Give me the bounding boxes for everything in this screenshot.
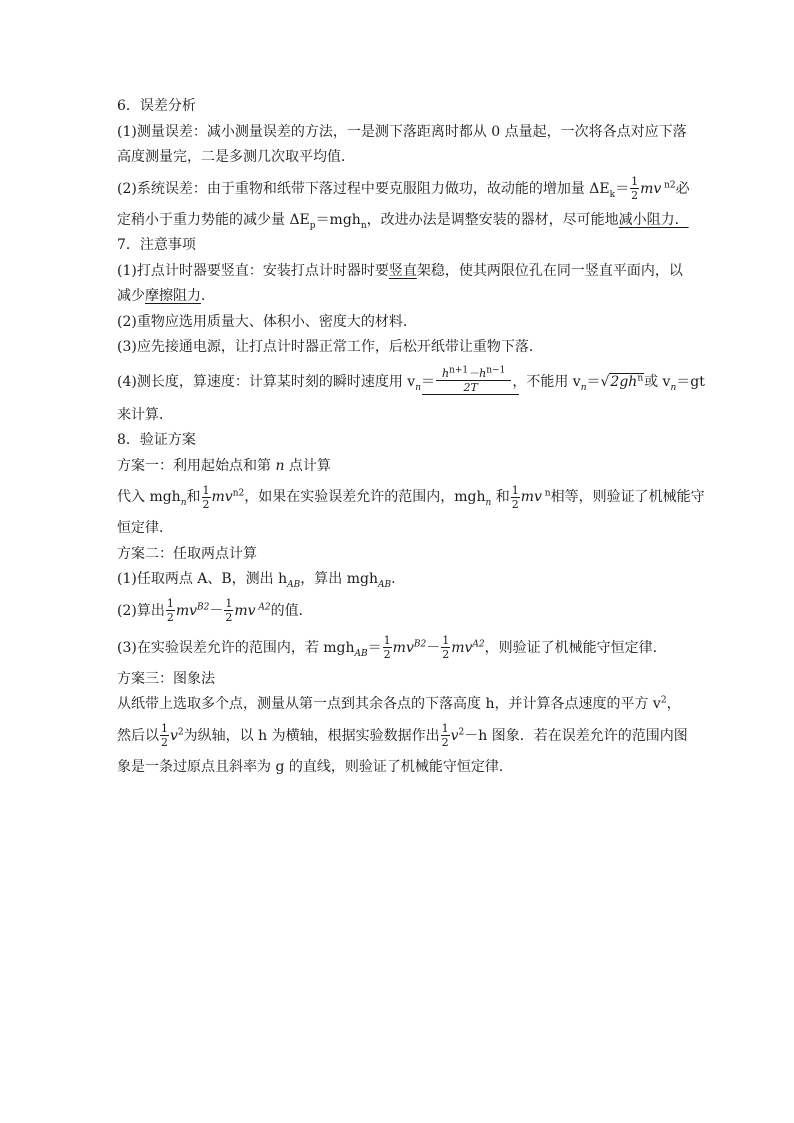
plan-3-line-2 [117,718,688,755]
fraction [166,598,175,623]
text: (4)测长度，算速度：计算某时刻的瞬时速度用 v [117,373,416,390]
math-var: mv [211,489,233,505]
text: 和 [186,489,201,505]
text: (2)算出 [117,602,165,619]
section-6-paragraph-2-line-1 [117,171,690,208]
text: ． [201,288,215,304]
superscript: n−1 [486,365,506,376]
fraction [511,485,520,510]
text: 架稳，使其两限位孔在同一竖直平面内，以 [416,262,683,279]
text: 方案一：利用起始点和第 [117,457,276,474]
section-7-paragraph-3 [117,335,677,361]
subscript: n [180,497,187,508]
fraction-denominator: 2 [225,611,233,624]
section-6-heading [117,94,677,120]
text: 点计算 [284,457,331,474]
math-var: 2gh [610,373,638,390]
document-content [117,94,705,780]
superscript: A2 [255,601,271,612]
fraction [383,635,392,660]
fraction-denominator: 2 [202,497,210,511]
fraction-denominator: 2 [631,189,639,202]
text: ＝ [586,373,601,390]
text: (3)在实验误差允许的范围内，若 mgh [117,639,355,656]
plan-1-line-2 [117,516,677,542]
fraction-numerator [436,365,511,381]
text: －h 图象．若在误差允许的范围内图 [464,727,688,744]
text: － [209,602,224,619]
fraction [224,598,233,623]
text: 方案二：任取两点计算 [117,545,257,562]
text: ＝ [421,373,435,390]
text: 定稍小于重力势能的减少量 ΔE [117,211,310,228]
math-var: v [170,727,178,744]
text: 相等，则验证了机械能守 [550,489,705,505]
velocity-fraction [436,365,511,395]
text: (1)测量误差：减小测量误差的方法，一是测下落距离时都从 0 点量起，一次将各点对应下落 [117,123,687,140]
superscript: n2 [661,179,676,190]
math-var: mv [451,639,473,656]
fraction-denominator: 2 [511,497,519,511]
section-7-paragraph-4-line-1 [117,361,705,403]
text: 象是一条过原点且斜率为 g 的直线，则验证了机械能守恒定律． [117,758,513,775]
underlined-text: 竖直 [388,262,417,279]
fraction-numerator: 1 [631,175,639,188]
text: (2)系统误差：由于重物和纸带下落过程中要克服阻力做功，故动能的增加量 ΔE [117,180,610,197]
text: ＝gt [676,373,705,390]
text: － [426,639,441,656]
fraction [160,723,169,748]
fraction [441,635,450,660]
radicand [609,373,644,390]
math-var: mv [392,639,414,656]
superscript: A2 [472,638,485,649]
underlined-text: 摩擦阻力 [145,288,201,304]
section-7-paragraph-2 [117,310,677,336]
subscript: n [670,382,677,393]
text: ，算出 mgh [300,571,378,587]
math-var: mv [640,180,662,197]
fraction-denominator: 2 [441,736,449,749]
text: 减少 [117,288,145,304]
plan-1-line-1 [117,479,705,516]
plan-2-step-1 [117,567,677,593]
superscript: n [541,488,551,499]
superscript: n2 [232,488,245,499]
text: (1)打点计时器要竖直：安装打点计时器时要 [117,262,389,279]
text: 的值． [270,602,313,619]
text: (1)任取两点 A、B，测出 h [117,571,288,587]
subscript: k [609,189,616,200]
text: ，不能用 v [512,373,581,390]
math-var: －h [468,367,487,380]
text: 为纵轴，以 h 为横轴，根据实验数据作出 [183,727,440,744]
subscript: n [415,382,421,393]
text: 方案三：图象法 [117,670,215,687]
section-7-paragraph-4-line-2 [117,403,677,429]
section-6-paragraph-2-line-2 [117,208,689,234]
fraction [202,485,211,510]
fraction-numerator: 1 [202,483,210,497]
square-root: $√2gh^n$ [600,372,644,390]
section-7-paragraph-1-line-2 [117,284,677,310]
text: 代入 mgh [117,489,181,505]
text: 高度测量完，二是多测几次取平均值． [117,149,355,165]
math-var: mv [175,602,198,619]
subscript: AB [378,579,392,590]
section-6-paragraph-1-line-2 [117,145,677,171]
section-7-paragraph-1-line-1 [117,259,683,285]
text: 恒定律． [117,520,173,536]
superscript: n [637,372,644,383]
section-6-paragraph-1-line-1 [117,120,687,146]
subscript: AB [287,579,301,590]
fraction [441,723,450,748]
subscript: n [580,382,587,393]
fraction-denominator: 2 [442,648,450,661]
text: 和 [491,489,510,505]
text: 或 v [644,373,671,390]
section-8-heading [117,428,677,454]
plan-2-title [117,542,677,568]
text: ＝mgh [315,211,361,228]
plan-3-line-3 [117,755,677,781]
superscript: 2 [660,695,667,706]
fraction-numerator: 1 [511,483,519,497]
math-var: v [450,727,459,744]
heading-text: 7．注意事项 [117,237,196,253]
plan-2-step-3 [117,630,677,667]
heading-text: 8．验证方案 [117,432,196,448]
fraction-numerator: 1 [442,634,450,647]
fraction-numerator: 1 [383,634,391,647]
fraction-numerator: 1 [225,597,233,610]
math-var: mv [234,602,256,619]
math-var: mv [520,489,542,505]
math-var: n [275,457,285,474]
fraction-numerator: 1 [161,722,168,735]
text: ＝ [367,639,382,656]
math-var: h [442,367,450,380]
subscript: AB [354,648,368,659]
plan-3-title [117,667,677,693]
text: ，如果在实验误差允许的范围内，mgh [244,489,486,505]
text: 必 [675,180,690,197]
fraction-numerator: 1 [166,597,174,610]
text: ＝ [615,180,630,197]
fraction-denominator: 2 [166,611,174,624]
fraction-numerator: 1 [441,722,449,735]
heading-text: 6．误差分析 [117,98,196,114]
subscript: n [485,497,492,508]
fraction-denominator: 2 [383,648,391,661]
underlined-text: 减小阻力． [618,211,689,228]
plan-3-line-1 [117,692,681,718]
subscript: n [360,220,367,231]
text: 来计算． [117,406,173,423]
plan-1-title [117,454,677,480]
text: ，改进办法是调整安装的器材，尽可能地 [366,211,619,228]
text: (2)重物应选用质量大、体积小、密度大的材料． [117,313,417,330]
superscript: 2 [177,726,184,737]
subscript: p [309,220,316,231]
section-7-heading [117,233,677,259]
plan-2-step-2 [117,593,677,630]
fraction [630,176,639,201]
superscript: n+1 [449,365,469,376]
superscript: B2 [413,638,427,649]
text: (3)应先接通电源，让打点计时器正常工作，后松开纸带让重物下落． [117,339,543,355]
superscript: B2 [197,601,210,612]
superscript: 2 [458,726,465,737]
text: . [391,571,396,587]
text: 从纸带上选取多个点，测量从第一点到其余各点的下落高度 h，并计算各点速度的平方 v [117,696,661,712]
fraction-denominator: 2T [422,381,519,395]
text: 然后以 [117,727,159,744]
fraction-denominator: 2 [161,736,168,749]
text: ， [666,696,681,712]
text: ，则验证了机械能守恒定律． [484,639,667,656]
